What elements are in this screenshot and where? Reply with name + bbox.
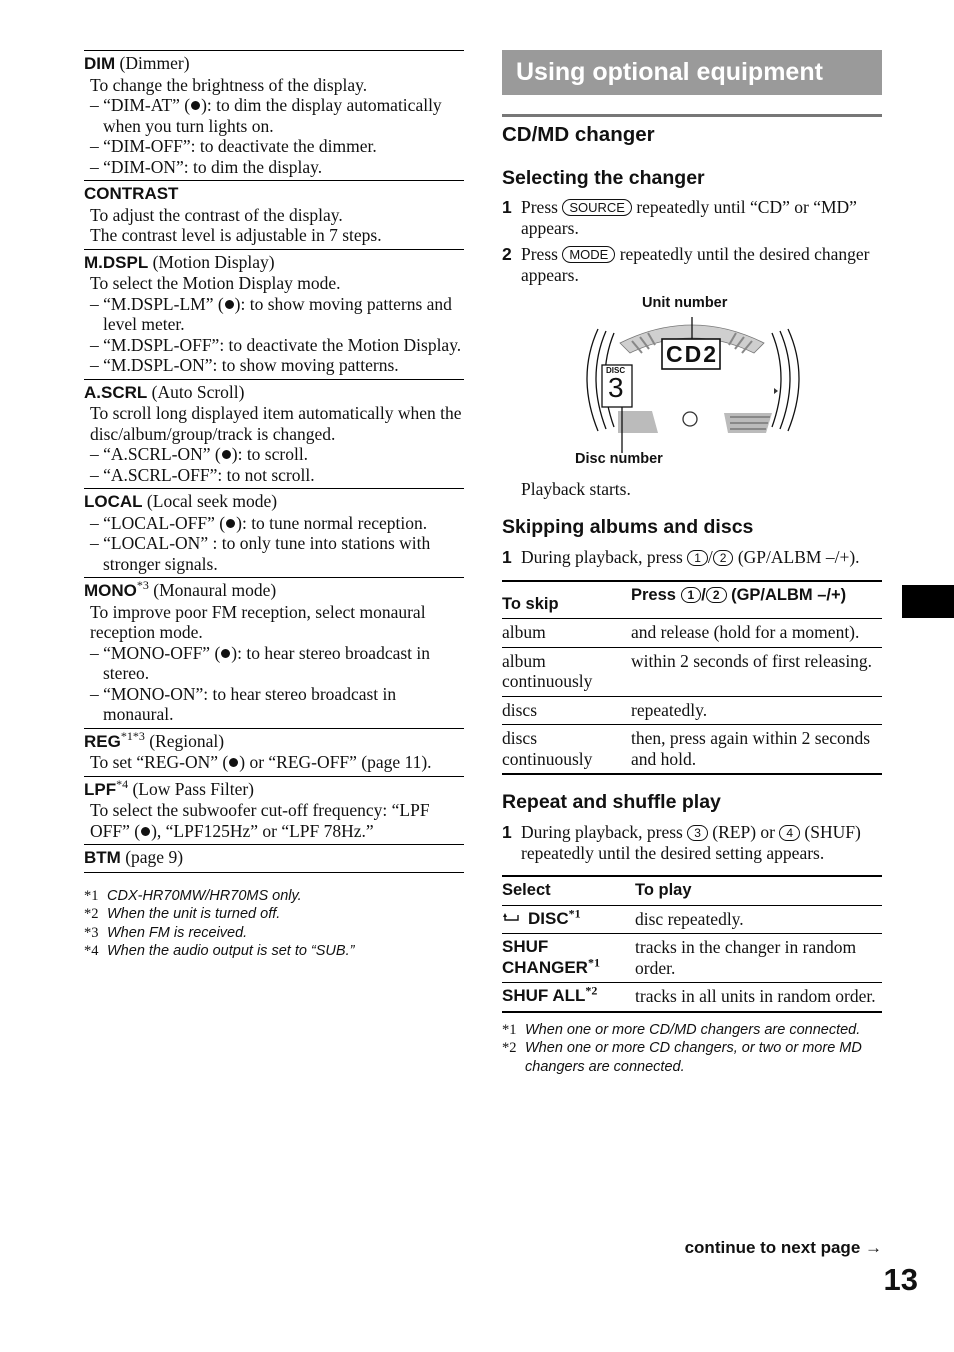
option-item: – “M.DSPL-OFF”: to deactivate the Motion Display. (90, 334, 462, 355)
footnote-mark: *1 (568, 905, 581, 920)
option-text: ): to dim the display automatically when you turn lights on. (103, 95, 442, 136)
table-header-cell: Select (502, 881, 551, 899)
menu-entry (84, 728, 464, 776)
step-text (521, 244, 882, 285)
table-row (502, 647, 882, 696)
number-2-button: 2 (706, 587, 727, 603)
subsection-heading: Skipping albums and discs (502, 516, 754, 538)
number-4-button: 4 (779, 825, 800, 841)
display-unit-readout: CD2 (666, 341, 719, 367)
table-cell: album continuously (502, 647, 631, 696)
entry-subtitle: (Dimmer) (115, 53, 190, 73)
step-number: 1 (502, 822, 512, 842)
menu-entry (84, 50, 464, 180)
subsection-heading: Repeat and shuffle play (502, 791, 721, 813)
footnotes (84, 887, 464, 961)
entry-description: To improve poor FM reception, select monaural reception mode. (90, 601, 426, 642)
disc-tag-label: DISC (606, 366, 626, 375)
number-2-button: 2 (713, 550, 734, 566)
option-item: – “A.SCRL-OFF”: to not scroll. (90, 464, 315, 485)
entry-subtitle: (Low Pass Filter) (128, 778, 255, 799)
option-item: – “DIM-AT” ( ): to dim the display automatically when you turn lights on. (90, 95, 442, 136)
skip-table (502, 580, 882, 776)
table-cell: album (502, 619, 631, 648)
option-item: – “LOCAL-OFF” ( ): to tune normal reception. (90, 512, 428, 533)
playback-note: Playback starts. (521, 479, 631, 499)
display-disc-digit: 3 (608, 372, 624, 403)
option-text: “LOCAL-ON” : to only tune into stations with stronger signals. (103, 533, 431, 574)
footnote-mark: *3 (84, 924, 99, 941)
entry-subtitle: (Local seek mode) (142, 491, 278, 511)
footnote (502, 1021, 882, 1040)
unit-number-label: Unit number (642, 295, 728, 311)
section-rule (502, 114, 882, 117)
footnote-mark: *1 (587, 954, 600, 969)
step-number: 1 (502, 197, 512, 217)
entry-term: REG (84, 731, 121, 751)
source-button: SOURCE (562, 199, 632, 216)
section-banner: Using optional equipment (502, 50, 882, 95)
menu-entry (84, 776, 464, 845)
footnote-mark: *3 (136, 578, 149, 593)
table-cell (502, 983, 635, 1012)
footnote-text: When the audio output is set to “SUB.” (107, 943, 355, 959)
header-part: Press (631, 585, 681, 604)
default-setting-dot-icon (226, 519, 235, 528)
option-text: “A.SCRL-ON” ( (103, 444, 221, 464)
option-text: “M.DSPL-ON”: to show moving patterns. (103, 355, 399, 375)
entry-heading (84, 580, 464, 602)
footnote-text: When the unit is turned off. (107, 906, 281, 922)
option-item: – “M.DSPL-LM” ( ): to show moving patterns and level meter. (90, 293, 452, 334)
repeat-icon (502, 909, 522, 928)
option-item: – “M.DSPL-ON”: to show moving patterns. (90, 355, 399, 375)
select-option: SHUF CHANGER (502, 937, 588, 977)
option-text: “MONO-ON”: to hear stereo broadcast in monaural. (103, 683, 397, 724)
option-text: ): to hear stereo broadcast in stereo. (103, 642, 431, 683)
entry-subtitle: (Auto Scroll) (147, 381, 245, 402)
changer-display-illustration (502, 293, 882, 471)
entry-heading (84, 53, 464, 75)
footnote-mark: *1 (84, 887, 99, 904)
table-header-row (502, 581, 882, 619)
default-setting-dot-icon (221, 649, 230, 658)
number-3-button: 3 (687, 825, 708, 841)
footnote-text: CDX-HR70MW/HR70MS only. (107, 887, 302, 904)
step-text-part: (SHUF) repeatedly until the desired setting appears. (521, 822, 861, 863)
header-part: (GP/ALBM –/+) (726, 585, 847, 604)
default-setting-dot-icon (222, 450, 231, 459)
section-heading: CD/MD changer (502, 123, 655, 146)
numbered-step (502, 547, 882, 568)
repeat-table (502, 875, 882, 1013)
footnote-mark: *1 (502, 1021, 517, 1038)
number-1-button: 1 (681, 587, 702, 603)
footnote (84, 887, 464, 906)
step-text-part: (GP/ALBM –/+). (733, 547, 860, 567)
step-text-part: During playback, press (521, 547, 688, 567)
option-text: “LOCAL-OFF” ( (103, 512, 226, 533)
step-number: 1 (502, 547, 512, 567)
step-text-part: (REP) or (707, 822, 780, 842)
page-number: 13 (883, 1262, 918, 1297)
option-text: “MONO-OFF” ( (103, 642, 221, 663)
option-text: “M.DSPL-OFF”: to deactivate the Motion Display. (103, 334, 462, 355)
entry-heading (84, 252, 464, 274)
table-cell (502, 905, 635, 934)
entry-subtitle: (page 9) (120, 847, 184, 867)
step-text-part: repeatedly until “CD” or “MD” appears. (521, 197, 857, 238)
entry-description: The contrast level is adjustable in 7 steps. (90, 225, 382, 245)
table-cell: then, press again within 2 seconds and hold. (631, 725, 882, 775)
desc-part: ) or “REG-OFF” (page 11). (239, 752, 432, 772)
footnote (84, 942, 464, 961)
table-cell: tracks in all units in random order. (635, 983, 882, 1012)
footnote-text: When FM is received. (107, 924, 248, 941)
table-cell: repeatedly. (631, 696, 882, 725)
display-figure (502, 293, 882, 471)
entry-term: CONTRAST (84, 184, 179, 203)
table-header-cell: To skip (502, 594, 559, 613)
desc-part: ), “LPF125Hz” or “LPF 78Hz.” (151, 820, 374, 841)
continue-note: continue to next page → (684, 1238, 882, 1257)
footnote (502, 1039, 882, 1076)
entry-heading (84, 847, 464, 869)
table-row (502, 696, 882, 725)
desc-part: To set “REG-ON” ( (90, 752, 229, 772)
option-text: “DIM-OFF”: to deactivate the dimmer. (103, 136, 377, 156)
option-item: – “DIM-OFF”: to deactivate the dimmer. (90, 136, 377, 156)
default-setting-dot-icon (191, 101, 200, 110)
table-row (502, 983, 882, 1012)
option-item: – “LOCAL-ON” : to only tune into stations with stronger signals. (90, 533, 431, 574)
table-header-cell: Press 1 / 2 (GP/ALBM –/+) (631, 585, 847, 604)
table-cell (502, 934, 635, 983)
section-tab-marker (902, 585, 954, 618)
entry-description (84, 752, 464, 773)
entry-description: To adjust the contrast of the display. (90, 204, 343, 225)
option-text: ): to show moving patterns and level meter. (103, 293, 452, 334)
option-item: – “A.SCRL-ON” ( ): to scroll. (90, 444, 309, 464)
footnote-mark: *2 (84, 906, 99, 922)
entry-subtitle: (Regional) (144, 730, 225, 751)
table-header-cell: To play (635, 881, 692, 899)
entry-term: A.SCRL (84, 382, 148, 402)
step-text-part: Press (521, 197, 563, 217)
table-row (502, 934, 882, 983)
option-text: “DIM-ON”: to dim the display. (103, 156, 323, 177)
table-cell: within 2 seconds of first releasing. (631, 647, 882, 696)
entry-heading (84, 728, 464, 753)
entry-description (84, 800, 464, 841)
entry-subtitle: (Motion Display) (148, 251, 275, 272)
option-item: – “DIM-ON”: to dim the display. (90, 156, 323, 177)
option-text: ): to tune normal reception. (236, 512, 428, 533)
footnote-mark: *2 (502, 1040, 517, 1056)
entry-term: MONO (84, 581, 137, 600)
entry-heading (84, 491, 464, 513)
right-column (502, 50, 882, 1076)
default-setting-dot-icon (141, 827, 150, 836)
footnote-mark: *4 (84, 943, 99, 959)
step-number: 2 (502, 244, 512, 264)
footnote-mark: *4 (116, 776, 129, 791)
menu-entry (84, 488, 464, 577)
footnote-mark: *1*3 (120, 728, 145, 743)
option-text: “A.SCRL-OFF”: to not scroll. (103, 464, 315, 485)
step-text: During playback, press 1 / 2 (GP/ALBM –/+). (521, 547, 860, 567)
table-row (502, 725, 882, 775)
step-text-part: Press (521, 244, 563, 264)
menu-entry (84, 379, 464, 489)
numbered-step (502, 822, 882, 863)
entry-heading (84, 183, 464, 205)
option-text: “M.DSPL-LM” ( (103, 293, 224, 314)
table-row (502, 619, 882, 648)
footnote-mark: *2 (585, 983, 598, 998)
number-1-button: 1 (687, 550, 708, 566)
table-cell: discs (502, 696, 631, 725)
entry-term: M.DSPL (84, 252, 149, 272)
option-text: “DIM-AT” ( (103, 95, 191, 115)
entry-description: To select the Motion Display mode. (90, 273, 341, 293)
entry-term: BTM (84, 848, 121, 867)
select-option: DISC (528, 908, 569, 928)
table-cell: tracks in the changer in random order. (635, 934, 882, 983)
entry-description: To change the brightness of the display. (90, 74, 368, 95)
entry-description: To scroll long displayed item automatically when the disc/album/group/track is changed. (90, 403, 462, 444)
numbered-step (502, 244, 882, 285)
subsection-heading: Selecting the changer (502, 167, 705, 189)
step-text (521, 822, 882, 863)
table-header-row (502, 876, 882, 905)
left-column (84, 50, 464, 961)
default-setting-dot-icon (225, 300, 234, 309)
disc-number-label: Disc number (575, 451, 663, 467)
entry-term: LOCAL (84, 492, 143, 511)
menu-entry (84, 180, 464, 249)
menu-entry (84, 844, 464, 873)
menu-entry (84, 577, 464, 728)
table-cell: disc repeatedly. (635, 905, 882, 934)
table-cell: and release (hold for a moment). (631, 619, 882, 648)
option-text: ): to scroll. (231, 444, 309, 464)
table-row (502, 905, 882, 934)
steps (502, 197, 882, 285)
table-cell: discs continuously (502, 725, 631, 775)
entry-heading (84, 776, 464, 801)
numbered-step (502, 197, 882, 238)
step-text-part: repeatedly until the desired changer appears. (521, 244, 870, 285)
mode-button: MODE (562, 246, 615, 263)
menu-entry (84, 249, 464, 379)
footnotes (502, 1021, 882, 1077)
footnote-text: When one or more CD/MD changers are connected. (525, 1021, 861, 1038)
option-item: – “MONO-OFF” ( ): to hear stereo broadcast in stereo. (90, 642, 431, 683)
option-item: – “MONO-ON”: to hear stereo broadcast in monaural. (90, 683, 397, 724)
step-text (521, 197, 882, 238)
default-setting-dot-icon (229, 758, 238, 767)
entry-term: LPF (84, 779, 117, 799)
footnote-text: When one or more CD changers, or two or more MD changers are connected. (525, 1040, 862, 1075)
footnote (84, 905, 464, 924)
entry-subtitle: (Monaural mode) (148, 580, 277, 600)
entry-heading (84, 382, 464, 404)
select-option: SHUF ALL (502, 986, 586, 1005)
step-text-part: During playback, press (521, 822, 688, 842)
entry-term: DIM (84, 54, 116, 73)
footnote (84, 924, 464, 943)
desc-part: To select the subwoofer cut-off frequency: “LPF OFF” ( (90, 800, 430, 841)
